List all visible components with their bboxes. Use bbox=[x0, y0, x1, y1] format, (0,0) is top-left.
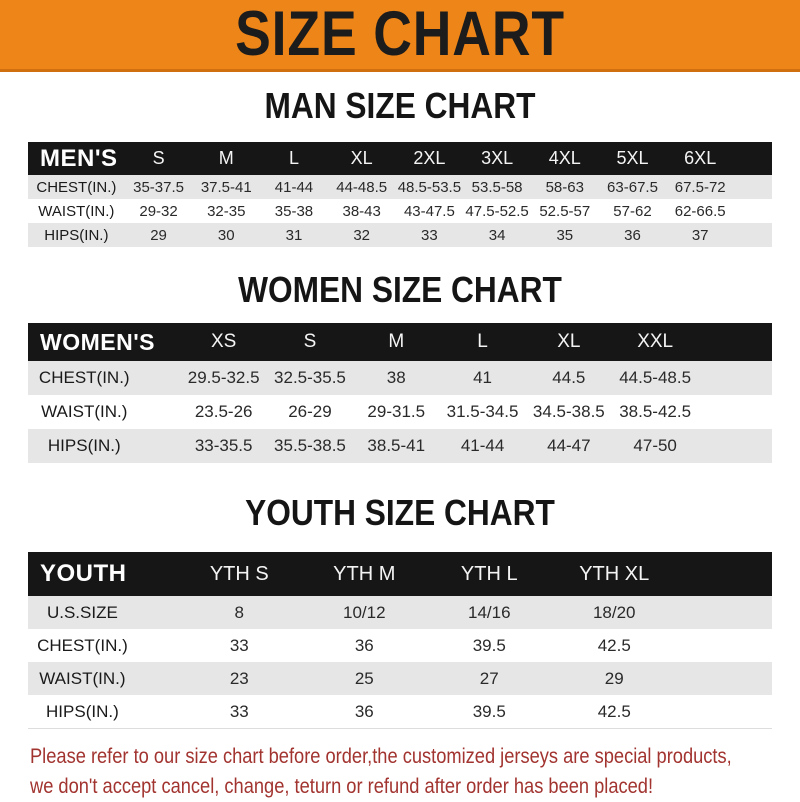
disclaimer-line-2: we don't accept cancel, change, teturn or refund after order has been placed! bbox=[30, 775, 654, 798]
cell-value: 8 bbox=[177, 596, 302, 629]
cell-value: 41-44 bbox=[439, 429, 525, 463]
table-corner-label: YOUTH bbox=[28, 552, 177, 596]
men-size-table bbox=[28, 142, 772, 247]
column-header: YTH S bbox=[177, 552, 302, 596]
column-header: XXL bbox=[612, 323, 698, 361]
table-header-row bbox=[28, 323, 772, 361]
spacer-cell bbox=[734, 223, 772, 247]
cell-value: 23 bbox=[177, 662, 302, 695]
spacer-cell bbox=[698, 395, 772, 429]
cell-value: 57-62 bbox=[599, 199, 667, 223]
table-row bbox=[28, 175, 772, 199]
row-label: CHEST(IN.) bbox=[28, 629, 177, 662]
cell-value: 35 bbox=[531, 223, 599, 247]
cell-value: 31.5-34.5 bbox=[439, 395, 525, 429]
column-header: 3XL bbox=[463, 142, 531, 175]
spacer-cell bbox=[677, 662, 772, 695]
women-size-chart-heading: WOMEN SIZE CHART bbox=[238, 269, 562, 310]
cell-value: 33-35.5 bbox=[181, 429, 267, 463]
youth-size-section bbox=[0, 492, 800, 729]
cell-value: 44-47 bbox=[526, 429, 612, 463]
row-label: CHEST(IN.) bbox=[28, 175, 125, 199]
cell-value: 35.5-38.5 bbox=[267, 429, 353, 463]
cell-value: 38.5-42.5 bbox=[612, 395, 698, 429]
cell-value: 38 bbox=[353, 361, 439, 395]
column-header: YTH XL bbox=[552, 552, 677, 596]
cell-value: 36 bbox=[599, 223, 667, 247]
banner-title: SIZE CHART bbox=[235, 0, 565, 69]
column-header: YTH L bbox=[427, 552, 552, 596]
table-row bbox=[28, 395, 772, 429]
spacer-cell bbox=[677, 552, 772, 596]
cell-value: 39.5 bbox=[427, 629, 552, 662]
size-chart-banner bbox=[0, 0, 800, 72]
cell-value: 32-35 bbox=[192, 199, 260, 223]
youth-size-table bbox=[28, 552, 772, 729]
cell-value: 23.5-26 bbox=[181, 395, 267, 429]
row-label: CHEST(IN.) bbox=[28, 361, 181, 395]
cell-value: 33 bbox=[177, 695, 302, 729]
row-label: HIPS(IN.) bbox=[28, 695, 177, 729]
cell-value: 48.5-53.5 bbox=[396, 175, 464, 199]
spacer-cell bbox=[677, 596, 772, 629]
table-row bbox=[28, 223, 772, 247]
column-header: 5XL bbox=[599, 142, 667, 175]
cell-value: 29.5-32.5 bbox=[181, 361, 267, 395]
row-label: HIPS(IN.) bbox=[28, 223, 125, 247]
men-size-section bbox=[0, 85, 800, 247]
spacer-cell bbox=[698, 361, 772, 395]
cell-value: 39.5 bbox=[427, 695, 552, 729]
man-size-chart-heading: MAN SIZE CHART bbox=[264, 85, 536, 126]
spacer-cell bbox=[677, 629, 772, 662]
cell-value: 58-63 bbox=[531, 175, 599, 199]
cell-value: 27 bbox=[427, 662, 552, 695]
cell-value: 30 bbox=[192, 223, 260, 247]
cell-value: 63-67.5 bbox=[599, 175, 667, 199]
cell-value: 44-48.5 bbox=[328, 175, 396, 199]
column-header: S bbox=[125, 142, 193, 175]
column-header: XL bbox=[526, 323, 612, 361]
column-header: YTH M bbox=[302, 552, 427, 596]
row-label: WAIST(IN.) bbox=[28, 199, 125, 223]
cell-value: 14/16 bbox=[427, 596, 552, 629]
cell-value: 34.5-38.5 bbox=[526, 395, 612, 429]
table-header-row bbox=[28, 552, 772, 596]
cell-value: 26-29 bbox=[267, 395, 353, 429]
cell-value: 52.5-57 bbox=[531, 199, 599, 223]
cell-value: 31 bbox=[260, 223, 328, 247]
cell-value: 34 bbox=[463, 223, 531, 247]
women-size-section bbox=[0, 269, 800, 463]
cell-value: 29-31.5 bbox=[353, 395, 439, 429]
spacer-cell bbox=[677, 695, 772, 729]
table-row bbox=[28, 596, 772, 629]
column-header: XS bbox=[181, 323, 267, 361]
cell-value: 41 bbox=[439, 361, 525, 395]
cell-value: 25 bbox=[302, 662, 427, 695]
cell-value: 32.5-35.5 bbox=[267, 361, 353, 395]
cell-value: 41-44 bbox=[260, 175, 328, 199]
cell-value: 33 bbox=[396, 223, 464, 247]
cell-value: 53.5-58 bbox=[463, 175, 531, 199]
spacer-cell bbox=[698, 429, 772, 463]
cell-value: 29 bbox=[552, 662, 677, 695]
cell-value: 42.5 bbox=[552, 629, 677, 662]
column-header: S bbox=[267, 323, 353, 361]
column-header: M bbox=[192, 142, 260, 175]
table-corner-label: MEN'S bbox=[28, 142, 125, 175]
cell-value: 35-37.5 bbox=[125, 175, 193, 199]
spacer-cell bbox=[734, 175, 772, 199]
cell-value: 10/12 bbox=[302, 596, 427, 629]
cell-value: 29-32 bbox=[125, 199, 193, 223]
cell-value: 29 bbox=[125, 223, 193, 247]
spacer-cell bbox=[698, 323, 772, 361]
cell-value: 37.5-41 bbox=[192, 175, 260, 199]
cell-value: 44.5-48.5 bbox=[612, 361, 698, 395]
column-header: XL bbox=[328, 142, 396, 175]
cell-value: 32 bbox=[328, 223, 396, 247]
cell-value: 36 bbox=[302, 629, 427, 662]
cell-value: 38.5-41 bbox=[353, 429, 439, 463]
column-header: 6XL bbox=[666, 142, 734, 175]
cell-value: 35-38 bbox=[260, 199, 328, 223]
table-row bbox=[28, 361, 772, 395]
youth-size-chart-heading: YOUTH SIZE CHART bbox=[245, 492, 555, 533]
row-label: WAIST(IN.) bbox=[28, 395, 181, 429]
cell-value: 33 bbox=[177, 629, 302, 662]
disclaimer-line-1: Please refer to our size chart before order,the customized jerseys are special products, bbox=[30, 745, 732, 768]
table-row bbox=[28, 429, 772, 463]
cell-value: 18/20 bbox=[552, 596, 677, 629]
table-row bbox=[28, 199, 772, 223]
women-size-table bbox=[28, 323, 772, 463]
column-header: M bbox=[353, 323, 439, 361]
cell-value: 36 bbox=[302, 695, 427, 729]
cell-value: 67.5-72 bbox=[666, 175, 734, 199]
spacer-cell bbox=[734, 199, 772, 223]
cell-value: 42.5 bbox=[552, 695, 677, 729]
table-corner-label: WOMEN'S bbox=[28, 323, 181, 361]
cell-value: 62-66.5 bbox=[666, 199, 734, 223]
row-label: U.S.SIZE bbox=[28, 596, 177, 629]
table-row bbox=[28, 629, 772, 662]
table-row bbox=[28, 662, 772, 695]
row-label: HIPS(IN.) bbox=[28, 429, 181, 463]
order-disclaimer bbox=[30, 742, 800, 802]
cell-value: 43-47.5 bbox=[396, 199, 464, 223]
cell-value: 44.5 bbox=[526, 361, 612, 395]
column-header: 4XL bbox=[531, 142, 599, 175]
cell-value: 47-50 bbox=[612, 429, 698, 463]
cell-value: 38-43 bbox=[328, 199, 396, 223]
row-label: WAIST(IN.) bbox=[28, 662, 177, 695]
cell-value: 37 bbox=[666, 223, 734, 247]
table-header-row bbox=[28, 142, 772, 175]
column-header: 2XL bbox=[396, 142, 464, 175]
table-row bbox=[28, 695, 772, 729]
cell-value: 47.5-52.5 bbox=[463, 199, 531, 223]
spacer-cell bbox=[734, 142, 772, 175]
column-header: L bbox=[260, 142, 328, 175]
column-header: L bbox=[439, 323, 525, 361]
